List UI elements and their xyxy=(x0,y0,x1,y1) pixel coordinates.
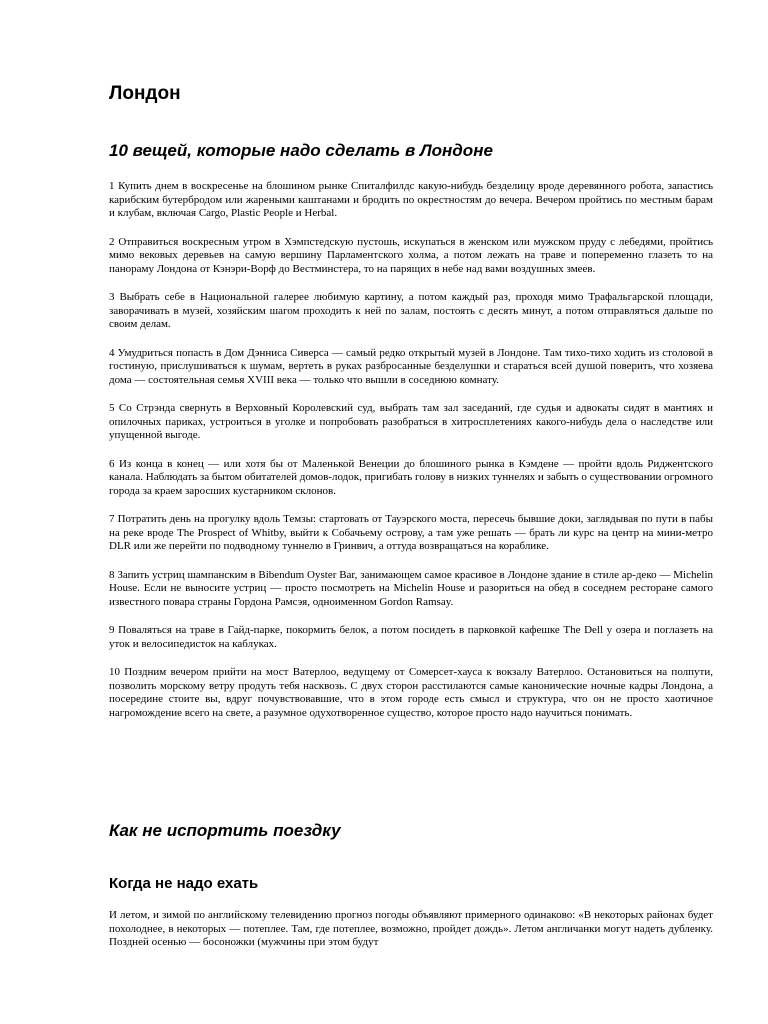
list-item: 4 Умудриться попасть в Дом Дэнниса Сиверса — самый редко открытый музей в Лондоне. Там тихо-тихо ходить из столовой в гостиную, прислушиваться к шумам, вертеть в руках разбросанные безделушки и стараться всей душой поверить, что хозяева дома — состоятельная семья XVIII века — только что вышли в соседнюю комнату. xyxy=(109,346,713,386)
things-to-do-list xyxy=(109,180,713,735)
section-heading-things-to-do: 10 вещей, которые надо сделать в Лондоне xyxy=(109,141,493,160)
list-item: 6 Из конца в конец — или хотя бы от Маленькой Венеции до блошиного рынка в Кэмдене — пройти вдоль Риджентского канала. Наблюдать за бытом обитателей домов-лодок, пригибать голову в низких туннелях и забыть о существовании огромного города за краем заросших кустарником склонов. xyxy=(109,457,713,497)
list-item: 1 Купить днем в воскресенье на блошином рынке Спиталфилдс какую-нибудь безделицу вроде деревянного робота, запастись карибским бутербродом или жареными каштанами и бродить по окрестностям до вечера. Вечером пройтись по местным барам и клубам, включая Cargo, Plastic People и Herbal. xyxy=(109,180,713,219)
list-item: 7 Потратить день на прогулку вдоль Темзы: стартовать от Тауэрского моста, пересечь бывшие доки, заглядывая по пути в пабы на реке вроде The Prospect of Whitby, выйти к Собачьему острову, а там уже решать — брать ли курс на центр на мини-метро DLR или же перейти по подводному туннелю в Гринвич, а оттуда возвращаться на кораблике. xyxy=(109,513,713,552)
list-item: 9 Поваляться на траве в Гайд-парке, покормить белок, а потом посидеть в парковкой кафешке The Dell у озера и поглазеть на уток и велосипедисток на каблуках. xyxy=(109,624,713,650)
weather-paragraph: И летом, и зимой по английскому телевидению прогноз погоды объявляют примерного одинаково: «В некоторых районах будет похолоднее, в некоторых — потеплее. Там, где потеплее, возможно, пройдет дождь». Летом англичанки могут надеть дубленку. Поздней осенью — босоножки (мужчины при этом будут xyxy=(109,909,713,948)
list-item: 2 Отправиться воскресным утром в Хэмпстедскую пустошь, искупаться в женском или мужском пруду с лебедями, пройтись мимо вековых деревьев на самую вершину Парламентского холма, а потом лежать на траве и попеременно глазеть то на панораму Лондона от Кэнэри-Ворф до Вестминстера, то на парящих в небе над вами воздушных змеев. xyxy=(109,235,713,275)
list-item: 10 Поздним вечером прийти на мост Ватерлоо, ведущему от Сомерсет-хауса к вокзалу Ватерлоо. Остановиться на полпути, позволить морскому ветру продуть тебя насквозь. С двух сторон расстилаются самые канонические ночные кадры Лондона, а посередине стоите вы, вдруг почувствовавшие, что в этом городе есть смысл и структура, что он не просто хаотичное нагромождение всего на свете, а разумное одухотворенное существо, которое просто надо научиться понимать. xyxy=(109,666,713,719)
list-item: 8 Запить устриц шампанским в Bibendum Oyster Bar, занимающем самое красивое в Лондоне здание в стиле ар-деко — Michelin House. Если не выносите устриц — просто посмотреть на Michelin House и разориться на обед в соседнем ресторане самого известного повара страны Гордона Рамсэя, одноименном Gordon Ramsay. xyxy=(109,568,713,608)
page-title: Лондон xyxy=(109,83,181,104)
section-heading-trip-tips: Как не испортить поездку xyxy=(109,821,341,840)
list-item: 5 Со Стрэнда свернуть в Верховный Королевский суд, выбрать там зал заседаний, где судья и адвокаты сидят в мантиях и опилочных париках, устроиться в уголке и попробовать разобраться в хитросплетениях какого-нибудь дела о наследстве или упущенной выгоде. xyxy=(109,402,713,441)
subsection-heading-when-not-to-go: Когда не надо ехать xyxy=(109,875,259,892)
list-item: 3 Выбрать себе в Национальной галерее любимую картину, а потом каждый раз, проходя мимо Трафальгарской площади, заворачивать в музей, хозяйским шагом проходить к ней по залам, постоять с десять минут, а потом отправляться дальше по своим делам. xyxy=(109,291,713,330)
